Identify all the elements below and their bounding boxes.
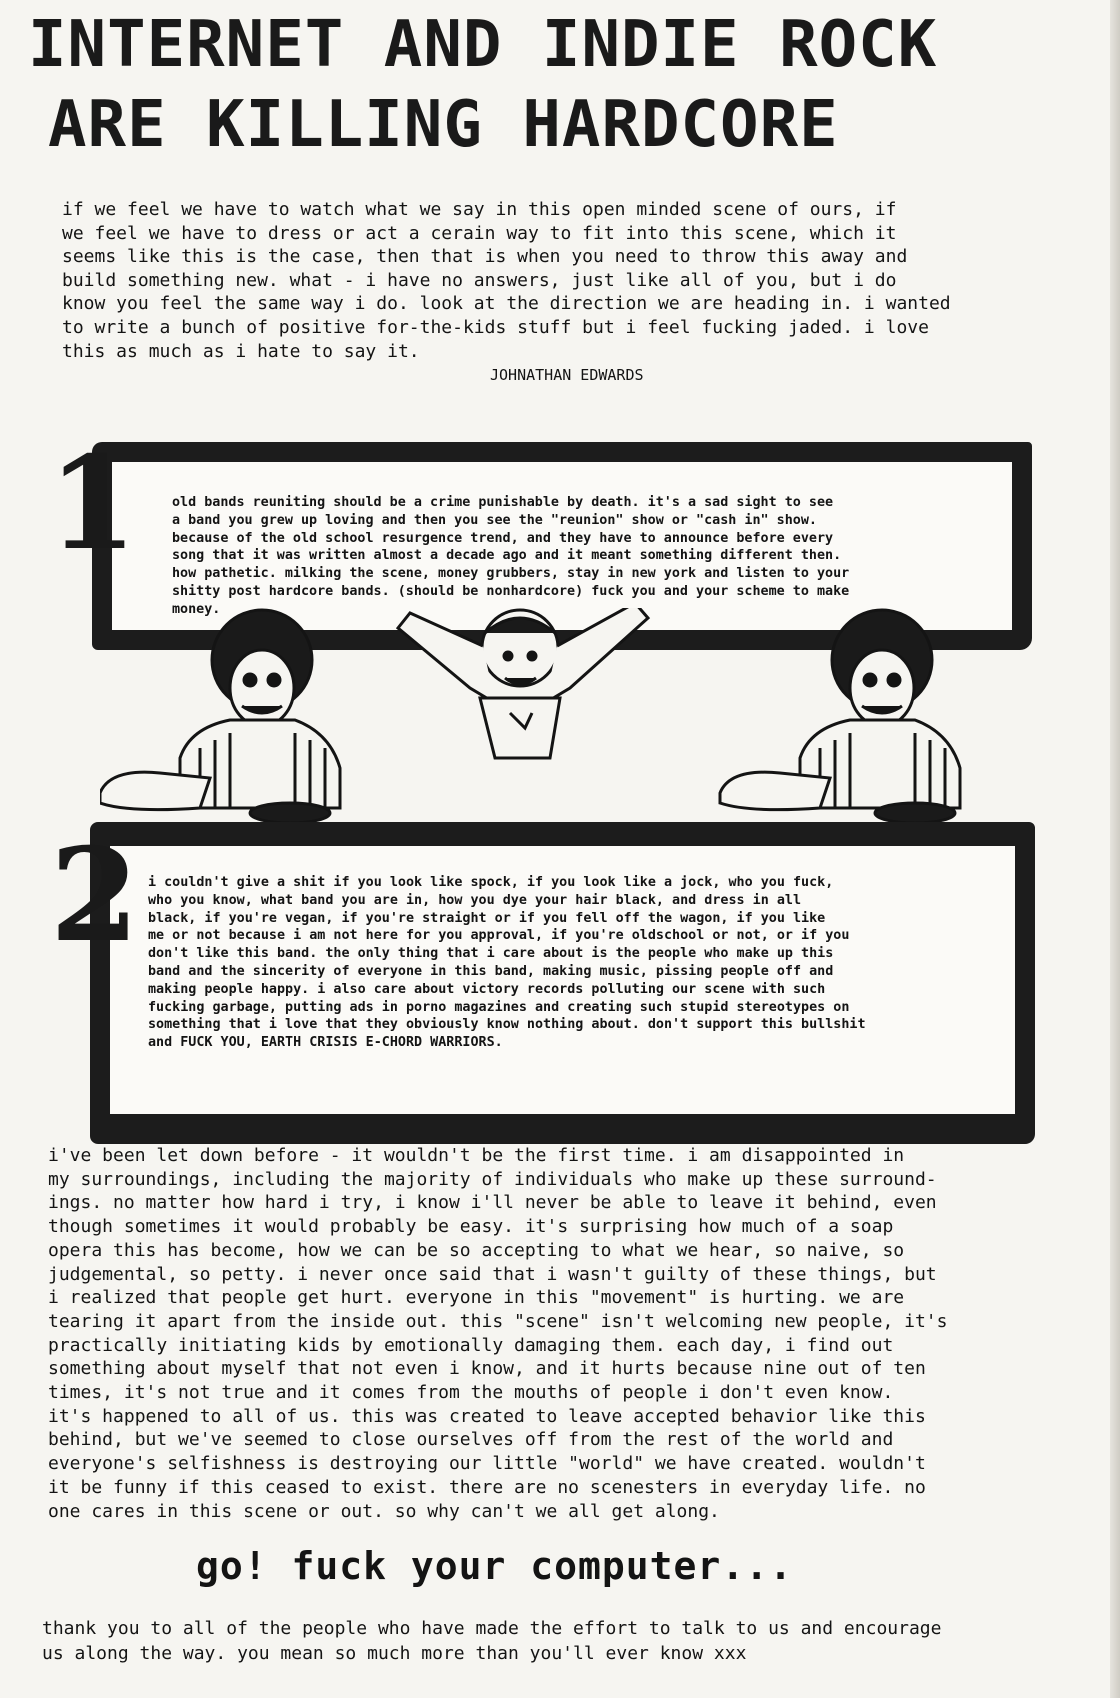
zombie-diner-figure-right — [720, 610, 960, 823]
page-edge-shadow — [1110, 0, 1120, 1698]
thanks-note: thank you to all of the people who have made the effort to talk to us and encourage us along the way. you mean so much more than you'll ever know xxx — [42, 1618, 942, 1664]
author-byline: JOHNATHAN EDWARDS — [490, 366, 644, 384]
zombie-diner-figure-left — [100, 610, 340, 823]
zombie-figure-arms-raised — [398, 608, 648, 758]
zombie-illustration — [100, 608, 1030, 828]
body-paragraph: i've been let down before - it wouldn't be the first time. i am disappointed in my surroundings, including the majority of individuals who make up these surround- ings. no matter how hard i try, i know i'll never be able to leave it behind, even though sometimes it would probably be easy. it's surprising how much of a soap opera this has become, how we can be so accepting to what we hear, so naive, so judgemental, so petty. i never once said that i wasn't guilty of these things, but i realized that people get hurt. everyone in this "movement" is hurting. we are tearing it apart from the inside out. this "scene" isn't welcoming new people, it's practically initiating kids by emotionally damaging them. each day, i find out something about myself that not even i know, and it hurts because nine out of ten times, it's not true and it comes from the mouths of people i don't even know. it's happened to all of us. this was created to leave accepted behavior like this behind, but we've seemed to close ourselves off from the rest of the world and everyone's selfishness is destroying our little "world" we have created. wouldn't it be funny if this ceased to exist. there are no scenesters in everyday life. no one cares in this scene or out. so why can't we all get along. — [48, 1145, 948, 1522]
rant-box-2-text: i couldn't give a shit if you look like spock, if you look like a jock, who you fuck, who you know, what band you are in, how you dye your hair black, and dress in all black, if you're vegan, if you're straight or if you fell off the wagon, if you like me or not because i am not here for you approval, if you're oldschool or not, or if you don't like this band. the only thing that i care about is the people who make up this band and the sincerity of everyone in this band, making music, pissing people off and making people happy. i also care about victory records polluting our scene with such fucking garbage, putting ads in porno magazines and creating such stupid stereotypes on something that i love that they obviously know nothing about. don't support this bullshit and FUCK YOU, EARTH CRISIS E-CHORD WARRIORS. — [148, 875, 866, 1051]
intro-paragraph: if we feel we have to watch what we say in this open minded scene of ours, if we feel we have to dress or act a cerain way to fit into this scene, which it seems like this is the case, then that is when you need to throw this away and build something new. what - i have no answers, just like all of you, but i do know you feel the same way i do. look at the direction we are heading in. i wanted to write a bunch of positive for-the-kids stuff but i feel fucking jaded. i love this as much as i hate to say it. — [62, 199, 951, 362]
rant-box-1-text: old bands reuniting should be a crime punishable by death. it's a sad sight to see a band you grew up loving and then you see the "reunion" show or "cash in" show. because of the old school resurgence trend, and they have to announce before every song that it was written almost a decade ago and it meant something different then. how pathetic. milking the scene, money grubbers, stay in new york and listen to your shitty post hardcore bands. (should be nonhardcore) fuck you and your scheme to make money. — [172, 495, 850, 617]
slogan: go! fuck your computer... — [196, 1544, 793, 1588]
headline-line-1: INTERNET AND INDIE ROCK — [28, 8, 938, 82]
box-number-1: 1 — [48, 429, 138, 579]
box-number-2: 2 — [50, 821, 140, 971]
headline-line-2: ARE KILLING HARDCORE — [48, 88, 839, 162]
